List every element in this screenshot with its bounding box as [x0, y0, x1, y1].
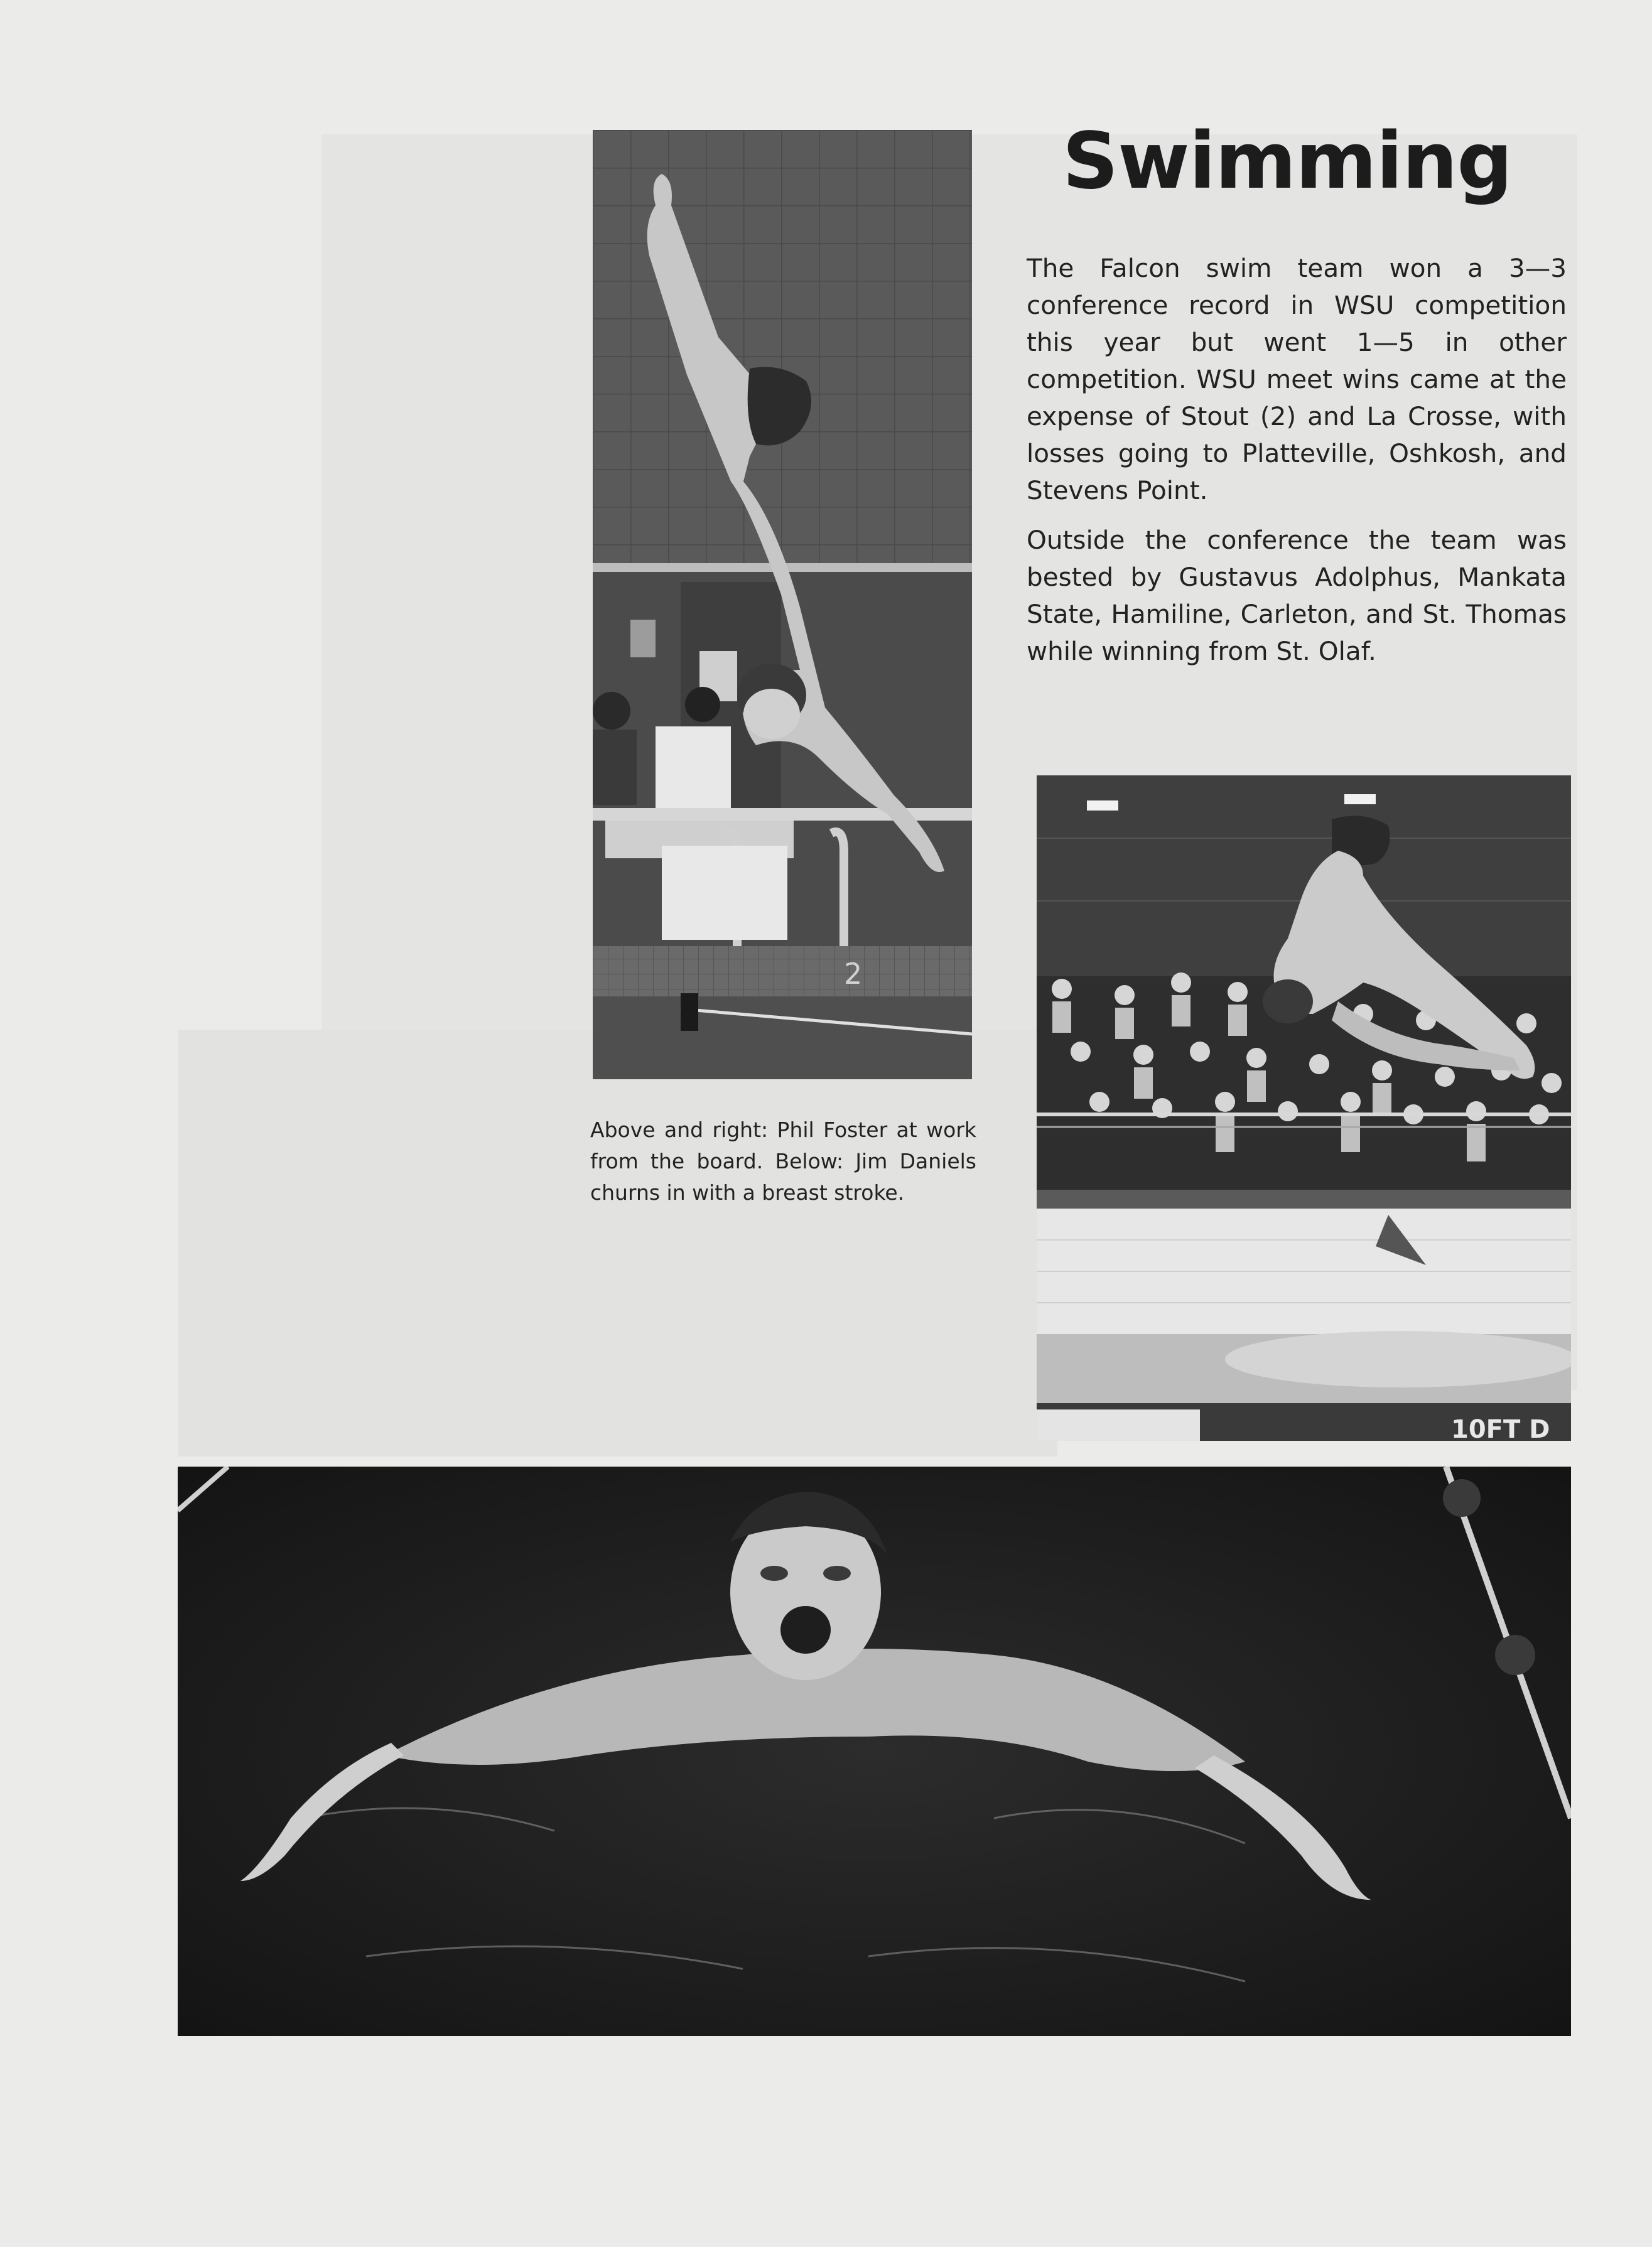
- background-panel-lower: [178, 1030, 1057, 1457]
- lane-number: 2: [844, 957, 863, 991]
- pool-depth-marking: 10FT D: [1451, 1415, 1550, 1441]
- paragraph: Outside the conference the team was bested by Gustavus Adolphus, Mankata State, Hamiline, Carleton, and St. Thomas while winning from St. Olaf.: [1027, 525, 1567, 666]
- diver-pike-photo: [1037, 775, 1571, 1441]
- breaststroke-swimmer-photo: [178, 1467, 1571, 2036]
- paragraph: The Falcon swim team won a 3—3 conference record in WSU competition this year but went 1—5 in other competition. WSU meet wins came at the expense of Stout (2) and La Crosse, with losses going to Platteville, Oshkosh, and Stevens Point.: [1027, 253, 1567, 505]
- photo-caption: Above and right: Phil Foster at work from the board. Below: Jim Daniels churns in with a breast stroke.: [590, 1118, 976, 1205]
- page-title: Swimming: [1062, 116, 1513, 207]
- diver-photo: [593, 130, 972, 1079]
- article-body: [1027, 250, 1567, 682]
